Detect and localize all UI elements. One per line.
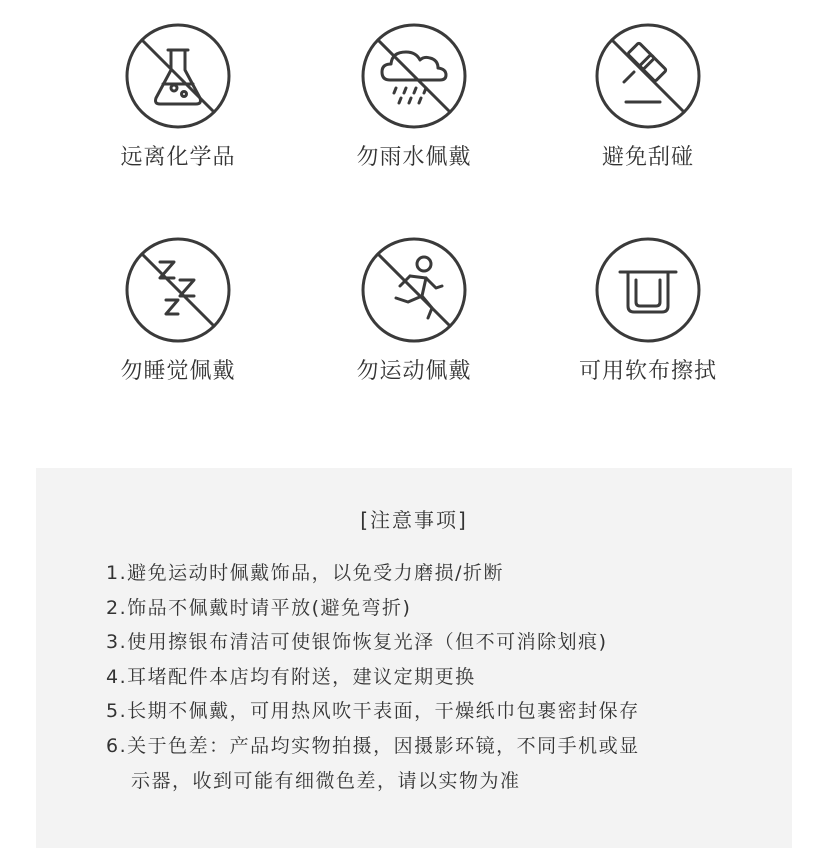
note-line: 2.饰品不佩戴时请平放(避免弯折) [106, 596, 412, 619]
soft-cloth-icon [594, 236, 702, 344]
care-label-no-chemicals: 远离化学品 [120, 145, 236, 170]
care-label-no-rain: 勿雨水佩戴 [356, 145, 472, 170]
care-label-no-sports: 勿运动佩戴 [356, 359, 472, 384]
note-line: 示器，收到可能有细微色差，请以实物为准 [131, 769, 521, 792]
no-scratch-icon [594, 22, 702, 130]
no-chemicals-icon [124, 22, 232, 130]
care-label-soft-cloth: 可用软布擦拭 [578, 359, 717, 384]
no-rain-icon [360, 22, 468, 130]
no-sports-icon [360, 236, 468, 344]
notes-panel [36, 468, 792, 848]
no-sleep-icon [124, 236, 232, 344]
care-label-no-sleep: 勿睡觉佩戴 [120, 359, 236, 384]
note-line: 4.耳堵配件本店均有附送，建议定期更换 [106, 665, 476, 688]
note-line: 1.避免运动时佩戴饰品，以免受力磨损/折断 [106, 562, 505, 584]
notes-title: [注意事项] [360, 508, 468, 532]
note-line: 5.长期不佩戴，可用热风吹干表面，干燥纸巾包裹密封保存 [106, 700, 640, 723]
care-label-no-scratch: 避免刮碰 [601, 145, 694, 170]
notes-list [106, 556, 766, 798]
note-line: 3.使用擦银布清洁可使银饰恢复光泽（但不可消除划痕) [106, 631, 608, 654]
note-line: 6.关于色差：产品均实物拍摄，因摄影环镜，不同手机或显 [106, 734, 640, 757]
